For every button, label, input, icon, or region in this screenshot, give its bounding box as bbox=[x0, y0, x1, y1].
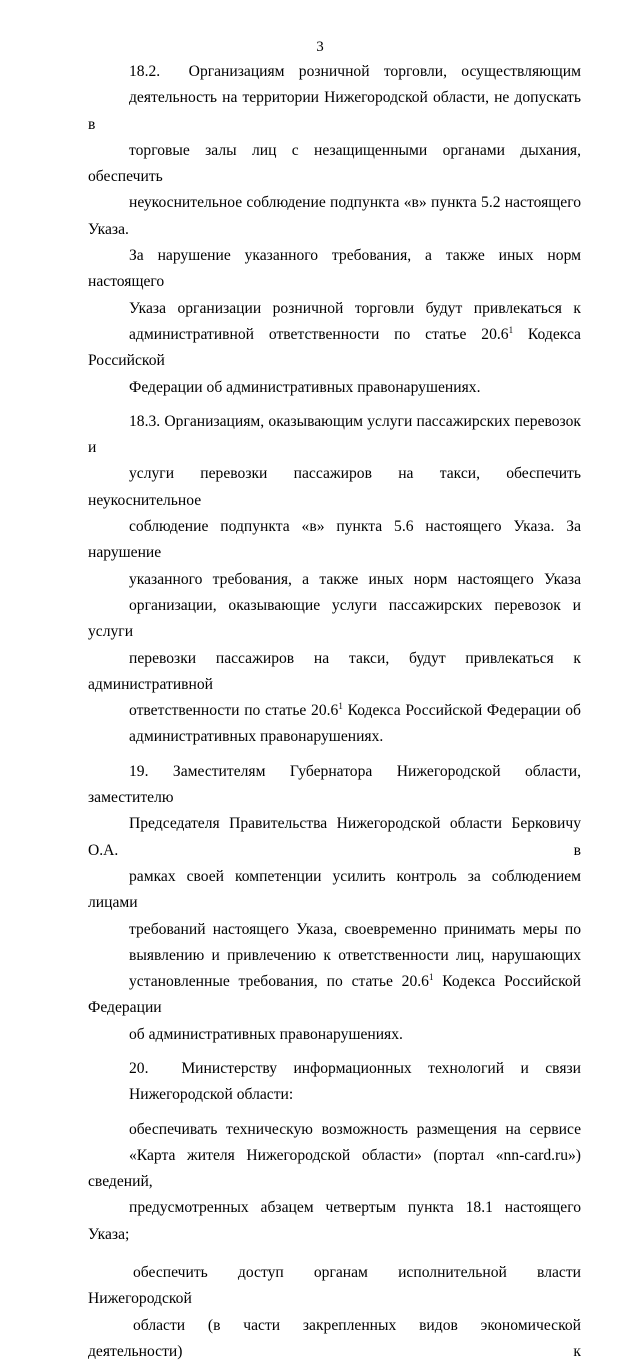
text-line: установленные требования, по статье 20.6$^1$ Кодекса Российской Федерации bbox=[88, 971, 581, 1017]
text-line: соблюдение подпункта «в» пункта 5.6 настоящего Указа. За нарушение bbox=[88, 518, 581, 562]
text-line: неукоснительное соблюдение подпункта «в» пункта 5.2 настоящего Указа. bbox=[88, 194, 581, 238]
paragraph-18-2 bbox=[88, 59, 581, 401]
text-line: административных правонарушениях. bbox=[129, 728, 384, 746]
text-line: 20. Министерству информационных технологий и связи bbox=[129, 1059, 581, 1077]
page-number: 3 bbox=[316, 39, 324, 55]
text-line: рамках своей компетенции усилить контроль за соблюдением лицами bbox=[88, 867, 581, 912]
text-line: торговые залы лиц с незащищенными органами дыхания, обеспечить bbox=[88, 141, 581, 186]
text-line: об административных правонарушениях. bbox=[129, 1025, 403, 1043]
text-line: услуги перевозки пассажиров на такси, обеспечить неукоснительное bbox=[88, 465, 581, 509]
text-line: «Карта жителя Нижегородской области» (портал «nn-card.ru») сведений, bbox=[88, 1146, 581, 1191]
document-body bbox=[88, 59, 581, 1365]
text-line: области (в части закрепленных видов экономической деятельности) к bbox=[88, 1316, 581, 1360]
text-line: перевозки пассажиров на такси, будут привлекаться к административной bbox=[88, 649, 581, 693]
text-line: выявлению и привлечению к ответственности лиц, нарушающих bbox=[129, 946, 581, 964]
text-line: организации, оказывающие услуги пассажирских перевозок и услуги bbox=[88, 596, 581, 641]
text-line: 19. Заместителям Губернатора Нижегородской области, заместителю bbox=[88, 762, 581, 807]
text-line: указанного требования, а также иных норм настоящего Указа bbox=[129, 570, 581, 588]
text-line: обеспечить доступ органам исполнительной власти Нижегородской bbox=[88, 1264, 581, 1308]
text-line: деятельность на территории Нижегородской области, не допускать в bbox=[88, 89, 581, 133]
text-line: ответственности по статье 20.6$^1$ Кодекса Российской Федерации об bbox=[129, 700, 581, 720]
text-line: 18.2. Организациям розничной торговли, осуществляющим bbox=[129, 63, 581, 80]
paragraph-20-item-2 bbox=[88, 1260, 581, 1365]
paragraph-20 bbox=[88, 1056, 581, 1109]
text-line: предусмотренных абзацем четвертым пункта 18.1 настоящего Указа; bbox=[88, 1199, 581, 1243]
text-line: Указа организации розничной торговли будут привлекаться к bbox=[129, 299, 581, 317]
paragraph-19 bbox=[88, 759, 581, 1048]
text-line: Председателя Правительства Нижегородской области Берковичу О.А. в bbox=[88, 815, 581, 859]
text-line: Федерации об административных правонарушениях. bbox=[129, 378, 481, 396]
text-line: административной ответственности по статье 20.6$^1$ Кодекса Российской bbox=[88, 324, 581, 370]
text-line: 18.3. Организациям, оказывающим услуги пассажирских перевозок и bbox=[88, 412, 581, 457]
text-line: обеспечивать техническую возможность размещения на сервисе bbox=[129, 1120, 581, 1138]
paragraph-20-item-1 bbox=[88, 1117, 581, 1248]
text-line: Нижегородской области: bbox=[129, 1086, 294, 1104]
text-line: За нарушение указанного требования, а также иных норм настоящего bbox=[88, 247, 581, 291]
text-line: требований настоящего Указа, своевременно принимать меры по bbox=[129, 920, 581, 938]
paragraph-18-3 bbox=[88, 409, 581, 751]
